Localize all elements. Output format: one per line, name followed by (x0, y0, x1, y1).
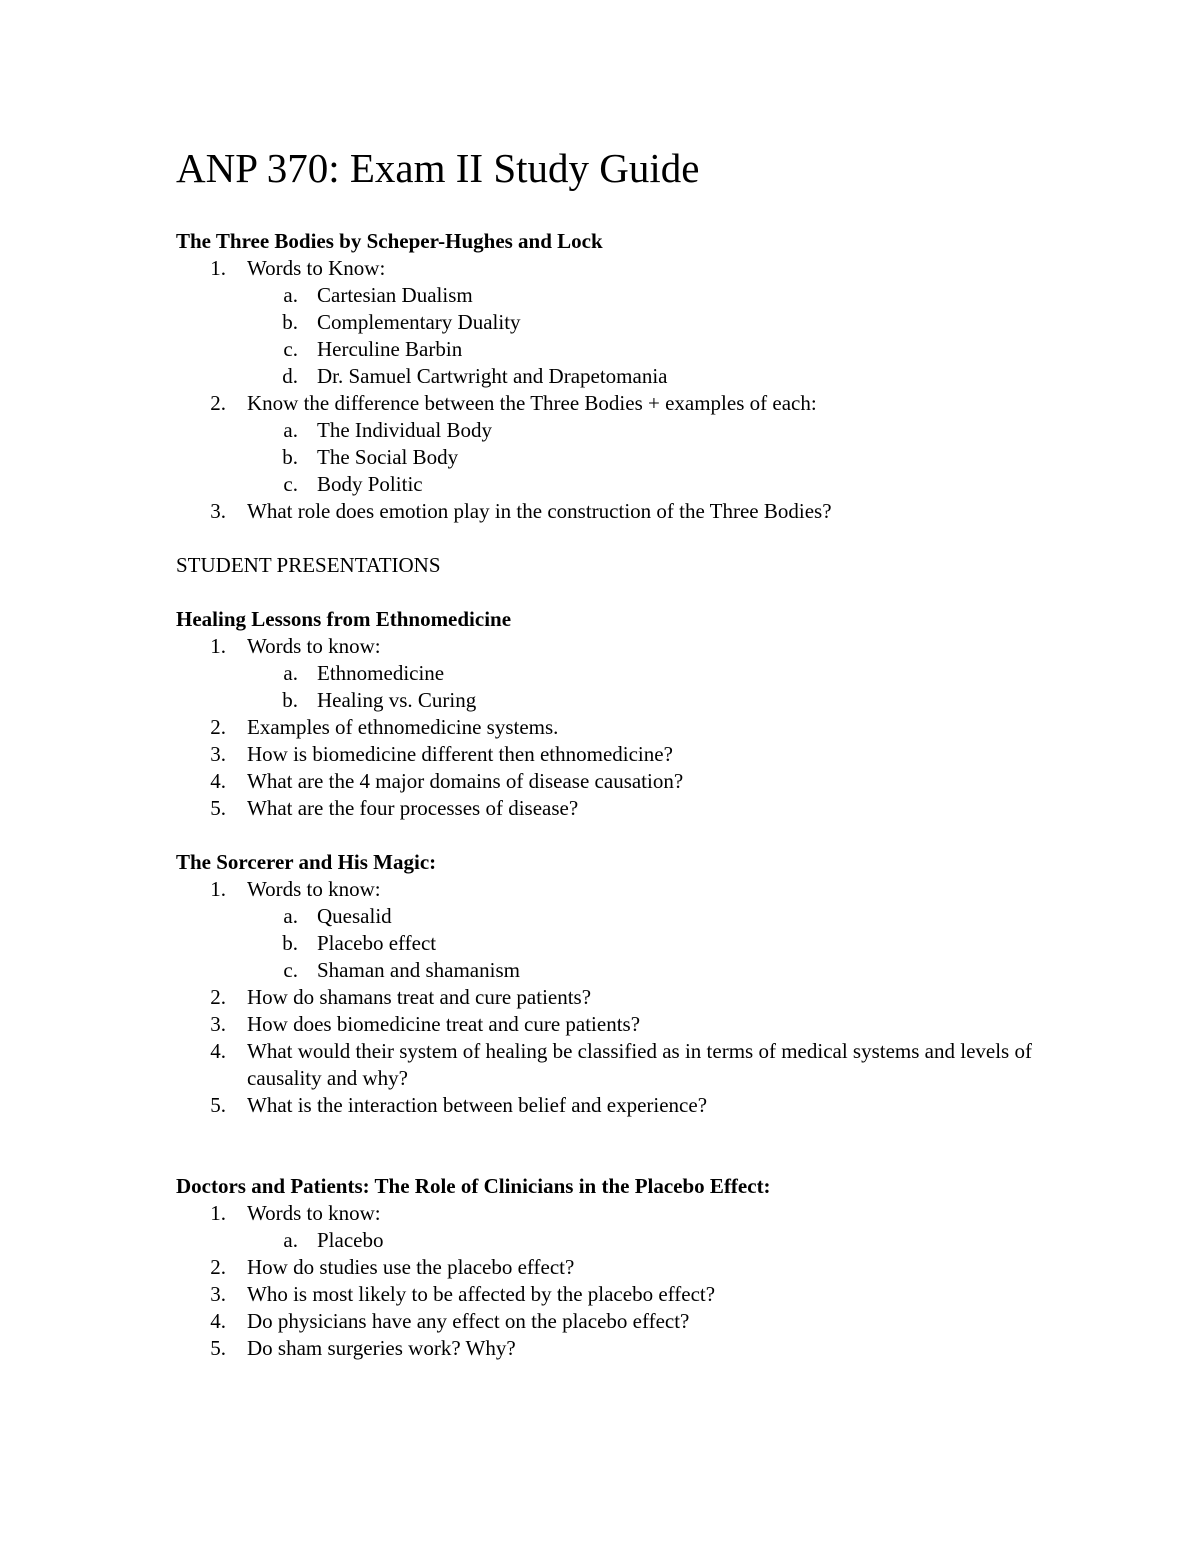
list-item (176, 1335, 1036, 1362)
list-item (176, 1254, 1036, 1281)
list-number: 3. (210, 1012, 226, 1036)
list-item-text: How do shamans treat and cure patients? (247, 985, 592, 1009)
list-item (176, 984, 1036, 1011)
sub-list-item (176, 660, 1036, 687)
list-item (176, 255, 1036, 282)
list-number: 5. (210, 796, 226, 820)
sub-list-letter: b. (282, 931, 298, 955)
list-item (176, 633, 1036, 660)
section-spacer (176, 1119, 1036, 1173)
list-item-text: What would their system of healing be classified as in terms of medical systems and levels of causality and why? (247, 1039, 1032, 1090)
sub-list-letter: d. (282, 364, 298, 388)
list-number: 1. (210, 256, 226, 280)
list-number: 2. (210, 715, 226, 739)
list-item (176, 714, 1036, 741)
sub-list-letter: b. (282, 310, 298, 334)
sub-list-letter: a. (283, 1228, 298, 1252)
list-item-text: Examples of ethnomedicine systems. (247, 715, 559, 739)
sub-list-letter: c. (283, 337, 298, 361)
sub-list-item (176, 1227, 1036, 1254)
list-item (176, 741, 1036, 768)
sub-list-letter: c. (283, 472, 298, 496)
section-spacer (176, 525, 1036, 552)
list-item-text: What role does emotion play in the construction of the Three Bodies? (247, 499, 832, 523)
sub-list-item-text: Dr. Samuel Cartwright and Drapetomania (317, 364, 668, 388)
list-item (176, 1092, 1036, 1119)
section-heading: The Three Bodies by Scheper-Hughes and Lock (176, 229, 603, 253)
sub-list-letter: b. (282, 688, 298, 712)
sub-list-item-text: Complementary Duality (317, 310, 521, 334)
list-item (176, 1200, 1036, 1227)
list-item-text: Words to know: (247, 1201, 381, 1225)
sub-list-item-text: Placebo (317, 1228, 384, 1252)
list-item (176, 498, 1036, 525)
sub-list-letter: a. (283, 283, 298, 307)
sub-list-letter: c. (283, 958, 298, 982)
list-number: 1. (210, 634, 226, 658)
page-title: ANP 370: Exam II Study Guide (176, 145, 700, 191)
list-item-text: How does biomedicine treat and cure patients? (247, 1012, 641, 1036)
sub-list-item (176, 417, 1036, 444)
list-item-text: Words to know: (247, 877, 381, 901)
sub-list-item-text: Quesalid (317, 904, 392, 928)
list-item-text: Words to Know: (247, 256, 386, 280)
sub-list-item-text: The Individual Body (317, 418, 492, 442)
list-item (176, 768, 1036, 795)
sub-list-letter: a. (283, 661, 298, 685)
section (176, 228, 1036, 525)
list-item-text: What is the interaction between belief and experience? (247, 1093, 708, 1117)
section-spacer (176, 579, 1036, 606)
list-item (176, 390, 1036, 417)
list-item-text: What are the 4 major domains of disease causation? (247, 769, 684, 793)
list-item-text: What are the four processes of disease? (247, 796, 579, 820)
list-item (176, 1011, 1036, 1038)
sub-list-letter: a. (283, 904, 298, 928)
sub-list-item-text: Cartesian Dualism (317, 283, 473, 307)
sub-list-item (176, 363, 1036, 390)
list-item (176, 876, 1036, 903)
list-number: 4. (210, 769, 226, 793)
sub-list-item-text: Healing vs. Curing (317, 688, 477, 712)
sub-list-item (176, 336, 1036, 363)
document-page (176, 138, 1036, 1362)
list-item-text: Know the difference between the Three Bodies + examples of each: (247, 391, 817, 415)
list-item-text: How do studies use the placebo effect? (247, 1255, 575, 1279)
list-number: 2. (210, 985, 226, 1009)
list-item (176, 1281, 1036, 1308)
list-number: 4. (210, 1309, 226, 1333)
sub-list-item (176, 930, 1036, 957)
list-number: 3. (210, 1282, 226, 1306)
sub-list-item-text: Shaman and shamanism (317, 958, 520, 982)
list-item-text: Who is most likely to be affected by the placebo effect? (247, 1282, 716, 1306)
section (176, 849, 1036, 1119)
sub-list-item (176, 282, 1036, 309)
list-item (176, 1308, 1036, 1335)
list-number: 3. (210, 742, 226, 766)
list-item (176, 1038, 1036, 1092)
sub-list-item (176, 687, 1036, 714)
section-spacer (176, 822, 1036, 849)
section (176, 1173, 1036, 1362)
sub-list-letter: b. (282, 445, 298, 469)
list-number: 2. (210, 391, 226, 415)
sub-list-item (176, 471, 1036, 498)
sub-list-item-text: Herculine Barbin (317, 337, 463, 361)
section-heading: Healing Lessons from Ethnomedicine (176, 607, 512, 631)
list-item-text: Words to know: (247, 634, 381, 658)
list-item-text: How is biomedicine different then ethnomedicine? (247, 742, 673, 766)
sub-list-item (176, 903, 1036, 930)
sub-list-item-text: Placebo effect (317, 931, 437, 955)
sub-list-letter: a. (283, 418, 298, 442)
sub-list-item (176, 957, 1036, 984)
section-heading: Doctors and Patients: The Role of Clinicians in the Placebo Effect: (176, 1174, 771, 1198)
list-number: 3. (210, 499, 226, 523)
section (176, 552, 1036, 579)
list-number: 1. (210, 1201, 226, 1225)
sub-list-item-text: The Social Body (317, 445, 459, 469)
list-number: 2. (210, 1255, 226, 1279)
list-number: 5. (210, 1336, 226, 1360)
section-heading: STUDENT PRESENTATIONS (176, 553, 441, 577)
section-heading: The Sorcerer and His Magic: (176, 850, 437, 874)
sections-container (176, 228, 1036, 1362)
sub-list-item (176, 309, 1036, 336)
section (176, 606, 1036, 822)
list-item (176, 795, 1036, 822)
sub-list-item-text: Body Politic (317, 472, 423, 496)
list-number: 4. (210, 1039, 226, 1063)
list-number: 5. (210, 1093, 226, 1117)
sub-list-item (176, 444, 1036, 471)
list-item-text: Do sham surgeries work? Why? (247, 1336, 516, 1360)
list-item-text: Do physicians have any effect on the placebo effect? (247, 1309, 690, 1333)
list-number: 1. (210, 877, 226, 901)
sub-list-item-text: Ethnomedicine (317, 661, 445, 685)
